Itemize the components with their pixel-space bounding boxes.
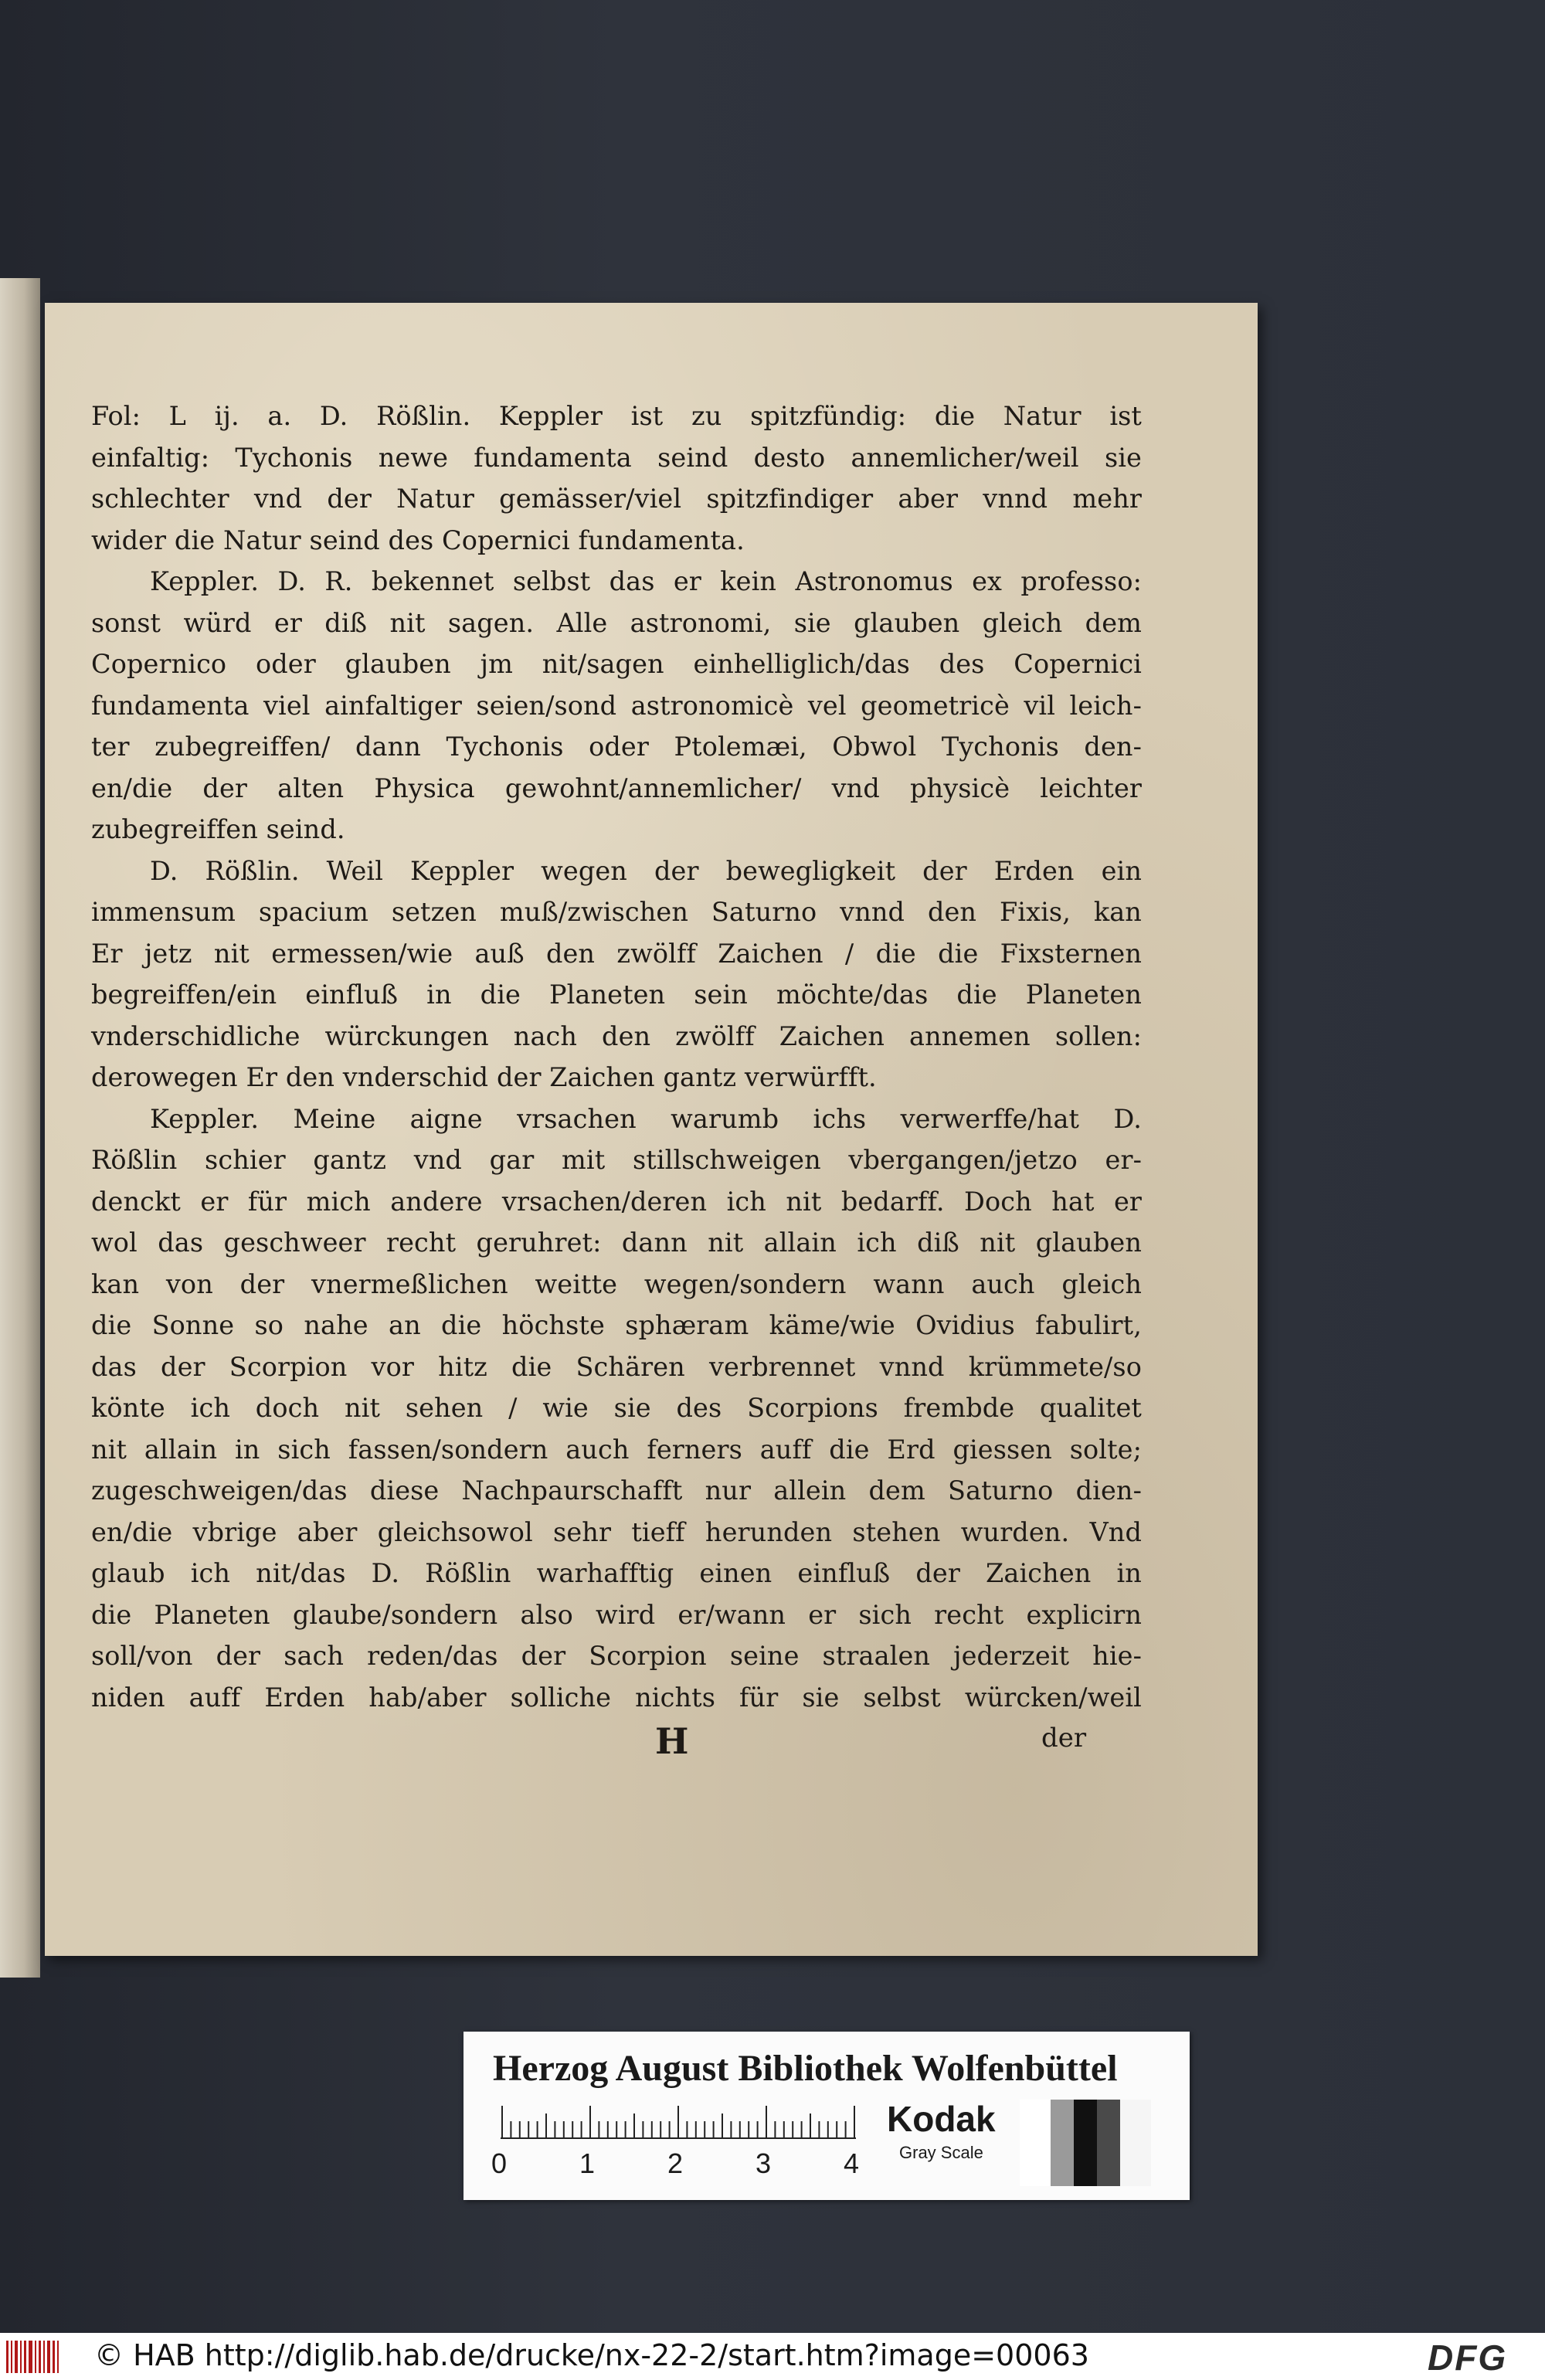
text-line: niden auff Erden hab/aber solliche nichts für sie selbst würcken/weil bbox=[91, 1682, 1142, 1713]
text-line: soll/von der sach reden/das der Scorpion seine straalen jederzeit hie- bbox=[91, 1641, 1142, 1671]
book-page bbox=[45, 303, 1258, 1956]
dfg-logo: DFG bbox=[1428, 2338, 1508, 2378]
signature-mark: H bbox=[655, 1720, 689, 1762]
barcode-bar bbox=[47, 2341, 50, 2373]
ruler-number: 1 bbox=[579, 2147, 596, 2179]
ruler-number: 4 bbox=[844, 2147, 860, 2179]
text-line: Rößlin schier gantz vnd gar mit stillschweigen vbergangen/jetzo er- bbox=[91, 1145, 1142, 1175]
catchword: der bbox=[1041, 1723, 1087, 1754]
text-line: einfaltig: Tychonis newe fundamenta seind desto annemlicher/weil sie bbox=[91, 442, 1142, 473]
barcode-bar bbox=[6, 2341, 8, 2373]
text-line: zugeschweigen/das diese Nachpaurschafft nur allein dem Saturno dien- bbox=[91, 1475, 1142, 1506]
text-line: denckt er für mich andere vrsachen/deren ich nit bedarff. Doch hat er bbox=[91, 1186, 1142, 1217]
gray-scale-patch bbox=[1020, 2100, 1151, 2186]
text-line: glaub ich nit/das D. Rößlin warhafftig einen einfluß der Zaichen in bbox=[91, 1558, 1142, 1588]
adjacent-page-edge bbox=[0, 278, 40, 1978]
text-line: schlechter vnd der Natur gemässer/viel spitzfindiger aber vnnd mehr bbox=[91, 484, 1142, 514]
text-line: die Planeten glaube/sondern also wird er/wann er sich recht explicirn bbox=[91, 1599, 1142, 1630]
gray-scale-label: Gray Scale bbox=[899, 2143, 983, 2162]
text-line: sonst würd er diß nit sagen. Alle astronomi, sie glauben gleich dem bbox=[91, 607, 1142, 638]
barcode-bar bbox=[24, 2341, 26, 2373]
barcode-bar bbox=[20, 2341, 22, 2373]
text-line: D. Rößlin. Weil Keppler wegen der bewegligkeit der Erden ein bbox=[150, 855, 1142, 886]
barcode-bar bbox=[15, 2341, 18, 2373]
text-line: vnderschidliche würckungen nach den zwölff Zaichen annemen sollen: bbox=[91, 1020, 1142, 1051]
scale-ruler bbox=[501, 2103, 856, 2140]
footer-citation[interactable]: © HAB http://diglib.hab.de/drucke/nx-22-2/start.htm?image=00063 bbox=[94, 2338, 1089, 2372]
barcode-icon bbox=[5, 2339, 63, 2375]
text-line: en/die der alten Physica gewohnt/annemlicher/ vnd physicè leichter bbox=[91, 772, 1142, 803]
text-line: nit allain in sich fassen/sondern auch ferners auff die Erd giessen solte; bbox=[91, 1434, 1142, 1465]
text-line: kan von der vnermeßlichen weitte wegen/sondern wann auch gleich bbox=[91, 1268, 1142, 1299]
text-line: zubegreiffen seind. bbox=[91, 814, 345, 844]
barcode-bar bbox=[53, 2341, 55, 2373]
text-line: Keppler. Meine aigne vrsachen warumb ichs verwerffe/hat D. bbox=[150, 1103, 1142, 1134]
barcode-bar bbox=[35, 2341, 36, 2373]
ruler-number: 0 bbox=[491, 2147, 508, 2179]
text-line: immensum spacium setzen muß/zwischen Saturno vnnd den Fixis, kan bbox=[91, 897, 1142, 927]
text-line: Keppler. D. R. bekennet selbst das er kein Astronomus ex professo: bbox=[150, 566, 1142, 596]
text-line: Copernico oder glauben jm nit/sagen einhelliglich/das des Copernici bbox=[91, 649, 1142, 679]
text-line: derowegen Er den vnderschid der Zaichen gantz verwürfft. bbox=[91, 1062, 877, 1092]
ruler-numbers bbox=[491, 2147, 878, 2186]
text-line: die Sonne so nahe an die höchste sphæram käme/wie Ovidius fabulirt, bbox=[91, 1310, 1142, 1340]
text-line: das der Scorpion vor hitz die Schären verbrennet vnnd krümmete/so bbox=[91, 1351, 1142, 1382]
text-line: Er jetz nit ermessen/wie auß den zwölff Zaichen / die die Fixsternen bbox=[91, 938, 1142, 969]
footer-bar bbox=[0, 2333, 1545, 2380]
barcode-bar bbox=[11, 2341, 12, 2373]
barcode-bar bbox=[39, 2341, 41, 2373]
text-line: wider die Natur seind des Copernici fundamenta. bbox=[91, 525, 745, 555]
barcode-bar bbox=[43, 2341, 45, 2373]
text-line: en/die vbrige aber gleichsowol sehr tieff herunden stehen wurden. Vnd bbox=[91, 1516, 1142, 1547]
ruler-number: 2 bbox=[667, 2147, 684, 2179]
text-line: fundamenta viel ainfaltiger seien/sond astronomicè vel geometricè vil leich- bbox=[91, 690, 1142, 721]
text-line: Fol: L ij. a. D. Rößlin. Keppler ist zu spitzfündig: die Natur ist bbox=[91, 401, 1142, 431]
text-line: begreiffen/ein einfluß in die Planeten sein möchte/das die Planeten bbox=[91, 980, 1142, 1010]
barcode-bar bbox=[29, 2341, 32, 2373]
barcode-bar bbox=[57, 2341, 59, 2373]
text-line: wol das geschweer recht geruhret: dann nit allain ich diß nit glauben bbox=[91, 1227, 1142, 1258]
text-line: ter zubegreiffen/ dann Tychonis oder Ptolemæi, Obwol Tychonis den- bbox=[91, 732, 1142, 762]
kodak-brand: Kodak bbox=[887, 2099, 996, 2139]
ruler-number: 3 bbox=[756, 2147, 772, 2179]
page-text bbox=[91, 396, 1142, 1718]
text-line: könte ich doch nit sehen / wie sie des Scorpions frembde qualitet bbox=[91, 1393, 1142, 1423]
library-color-card bbox=[464, 2032, 1190, 2200]
library-name: Herzog August Bibliothek Wolfenbüttel bbox=[493, 2048, 1118, 2089]
